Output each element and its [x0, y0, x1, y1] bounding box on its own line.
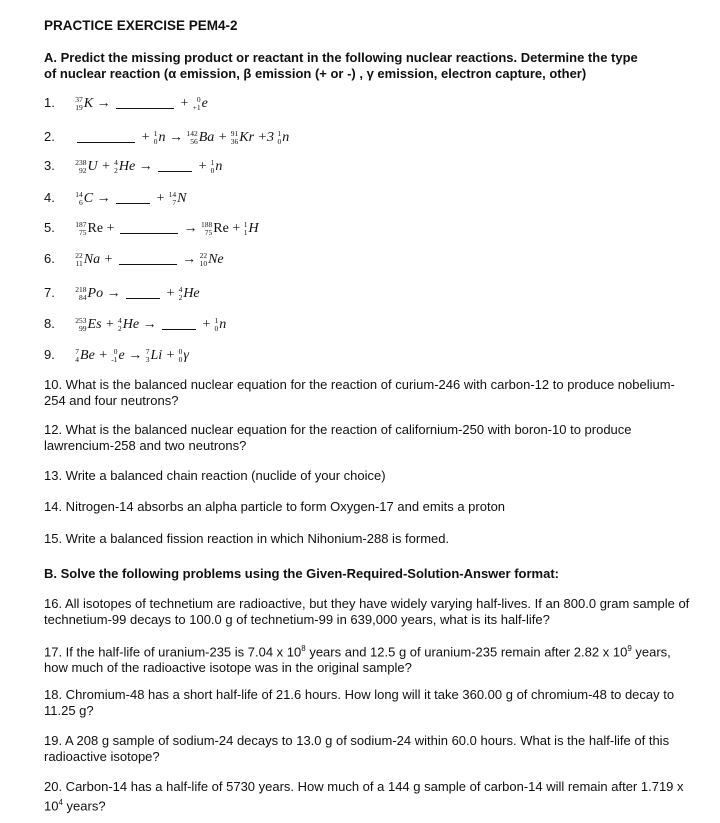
reaction-number: 8. [44, 316, 55, 331]
answer-blank[interactable] [120, 223, 178, 234]
reaction-2 [44, 128, 289, 146]
question-18: 18. Chromium-48 has a short half-life of 21.6 hours. How long will it take 360.00 g of chromium-48 to decay to 11.25 g? [44, 687, 675, 718]
nuclide-h: 1 1 H [243, 219, 259, 237]
section-a-heading [44, 50, 684, 82]
reaction-equation: 37 19 K → + 0 +1 e [75, 94, 208, 112]
reaction-equation: + 1 0 n → 142 56 Ba + 91 36 Kr +3 1 0 n [75, 130, 289, 145]
section-a-heading-line2: of nuclear reaction (α emission, β emission (+ or -) , γ emission, electron capture, other) [44, 66, 587, 81]
reaction-6 [44, 250, 224, 268]
reaction-equation: 218 84 Po → + 4 2 He [75, 284, 200, 302]
nuclide-neutron: 1 0 n [214, 315, 227, 333]
reaction-number: 3. [44, 158, 55, 173]
reaction-number: 5. [44, 220, 55, 235]
reaction-5 [44, 219, 259, 237]
nuclide-positron: 0 +1 e [192, 94, 208, 112]
nuclide-li: 7 3 Li [145, 346, 163, 364]
nuclide-gamma: 0 0 γ [178, 346, 189, 364]
answer-blank[interactable] [77, 132, 135, 143]
nuclide-he: 4 2 He [178, 284, 200, 302]
reaction-equation: 253 99 Es + 4 2 He → + 1 0 n [75, 315, 227, 333]
nuclide-ne: 22 10 Ne [199, 250, 224, 268]
reaction-equation: 7 4 Be + 0 -1 e → 7 3 Li + 0 0 γ [75, 346, 189, 364]
nuclide-be: 7 4 Be [75, 346, 95, 364]
reaction-8 [44, 315, 226, 333]
reaction-number: 2. [44, 129, 55, 144]
reaction-equation: 22 11 Na + → 22 10 Ne [75, 250, 224, 268]
question-10: 10. What is the balanced nuclear equation for the reaction of curium-246 with carbon-12 to produce nobelium-254 and four neutrons? [44, 377, 675, 408]
reaction-number: 1. [44, 95, 55, 110]
nuclide-k: 37 19 K [75, 94, 94, 112]
nuclide-re187: 187 75 Re [75, 219, 104, 237]
nuclide-he: 4 2 He [118, 315, 140, 333]
nuclide-n14: 14 7 N [168, 189, 187, 207]
nuclide-kr: 91 36 Kr [230, 128, 255, 146]
reaction-4 [44, 189, 186, 207]
nuclide-c: 14 6 C [75, 189, 94, 207]
nuclide-neutron: 1 0 n [210, 157, 223, 175]
page-title: PRACTICE EXERCISE PEM4-2 [44, 18, 238, 33]
nuclide-electron: 0 -1 e [111, 346, 125, 364]
section-b-heading: B. Solve the following problems using the Given-Required-Solution-Answer format: [44, 566, 559, 581]
nuclide-na: 22 11 Na [75, 250, 101, 268]
reaction-number: 7. [44, 285, 55, 300]
answer-blank[interactable] [126, 288, 160, 299]
nuclide-he: 4 2 He [114, 157, 136, 175]
nuclide-neutron: 1 0 n [153, 128, 166, 146]
reaction-9 [44, 346, 189, 364]
answer-blank[interactable] [162, 319, 196, 330]
question-15: 15. Write a balanced fission reaction in which Nihonium-288 is formed. [44, 531, 450, 546]
nuclide-po: 218 84 Po [75, 284, 104, 302]
question-13: 13. Write a balanced chain reaction (nuclide of your choice) [44, 468, 386, 483]
nuclide-u: 238 92 U [75, 157, 98, 175]
nuclide-neutron: 1 0 n [277, 128, 290, 146]
section-a-heading-line1: A. Predict the missing product or reactant in the following nuclear reactions. Determine the type [44, 50, 638, 65]
nuclide-re188: 188 75 Re [201, 219, 229, 237]
question-14: 14. Nitrogen-14 absorbs an alpha particle to form Oxygen-17 and emits a proton [44, 499, 506, 514]
reaction-7 [44, 284, 200, 302]
answer-blank[interactable] [158, 161, 192, 172]
reaction-number: 6. [44, 251, 55, 266]
question-16: 16. All isotopes of technetium are radioactive, but they have widely varying half-lives. If an 800.0 gram sample of technetium-99 decays to 100.0 g of technetium-99 in 639,000 years, what is its half-life? [44, 596, 690, 627]
reaction-3 [44, 157, 222, 175]
reaction-1 [44, 94, 208, 112]
reaction-number: 4. [44, 190, 55, 205]
answer-blank[interactable] [119, 254, 177, 265]
reaction-number: 9. [44, 347, 55, 362]
question-19: 19. A 208 g sample of sodium-24 decays to 13.0 g of sodium-24 within 60.0 hours. What is the half-life of this radioactive isotope? [44, 733, 670, 764]
reaction-equation: 14 6 C → + 14 7 N [75, 189, 187, 207]
nuclide-es: 253 99 Es [75, 315, 102, 333]
reaction-equation: 187 75 Re + → 188 75 Re + 1 1 H [75, 219, 259, 237]
question-17: 17. If the half-life of uranium-235 is 7.04 x $10^8$ years and 12.5 g of uranium-235 remain after 2.82 x $10^9$ years, how much of the radioactive isotope was in the original sample? [44, 644, 671, 676]
answer-blank[interactable] [116, 193, 150, 204]
question-20: 20. Carbon-14 has a half-life of 5730 years. How much of a 144 g sample of carbon-14 will remain after 1.719 x $10^4$ years? [44, 779, 684, 814]
answer-blank[interactable] [116, 98, 174, 109]
reaction-equation: 238 92 U + 4 2 He → + 1 0 n [75, 157, 223, 175]
question-12: 12. What is the balanced nuclear equation for the reaction of californium-250 with boron-10 to produce lawrencium-258 and two neutrons? [44, 422, 632, 453]
nuclide-ba: 142 56 Ba [186, 128, 215, 146]
